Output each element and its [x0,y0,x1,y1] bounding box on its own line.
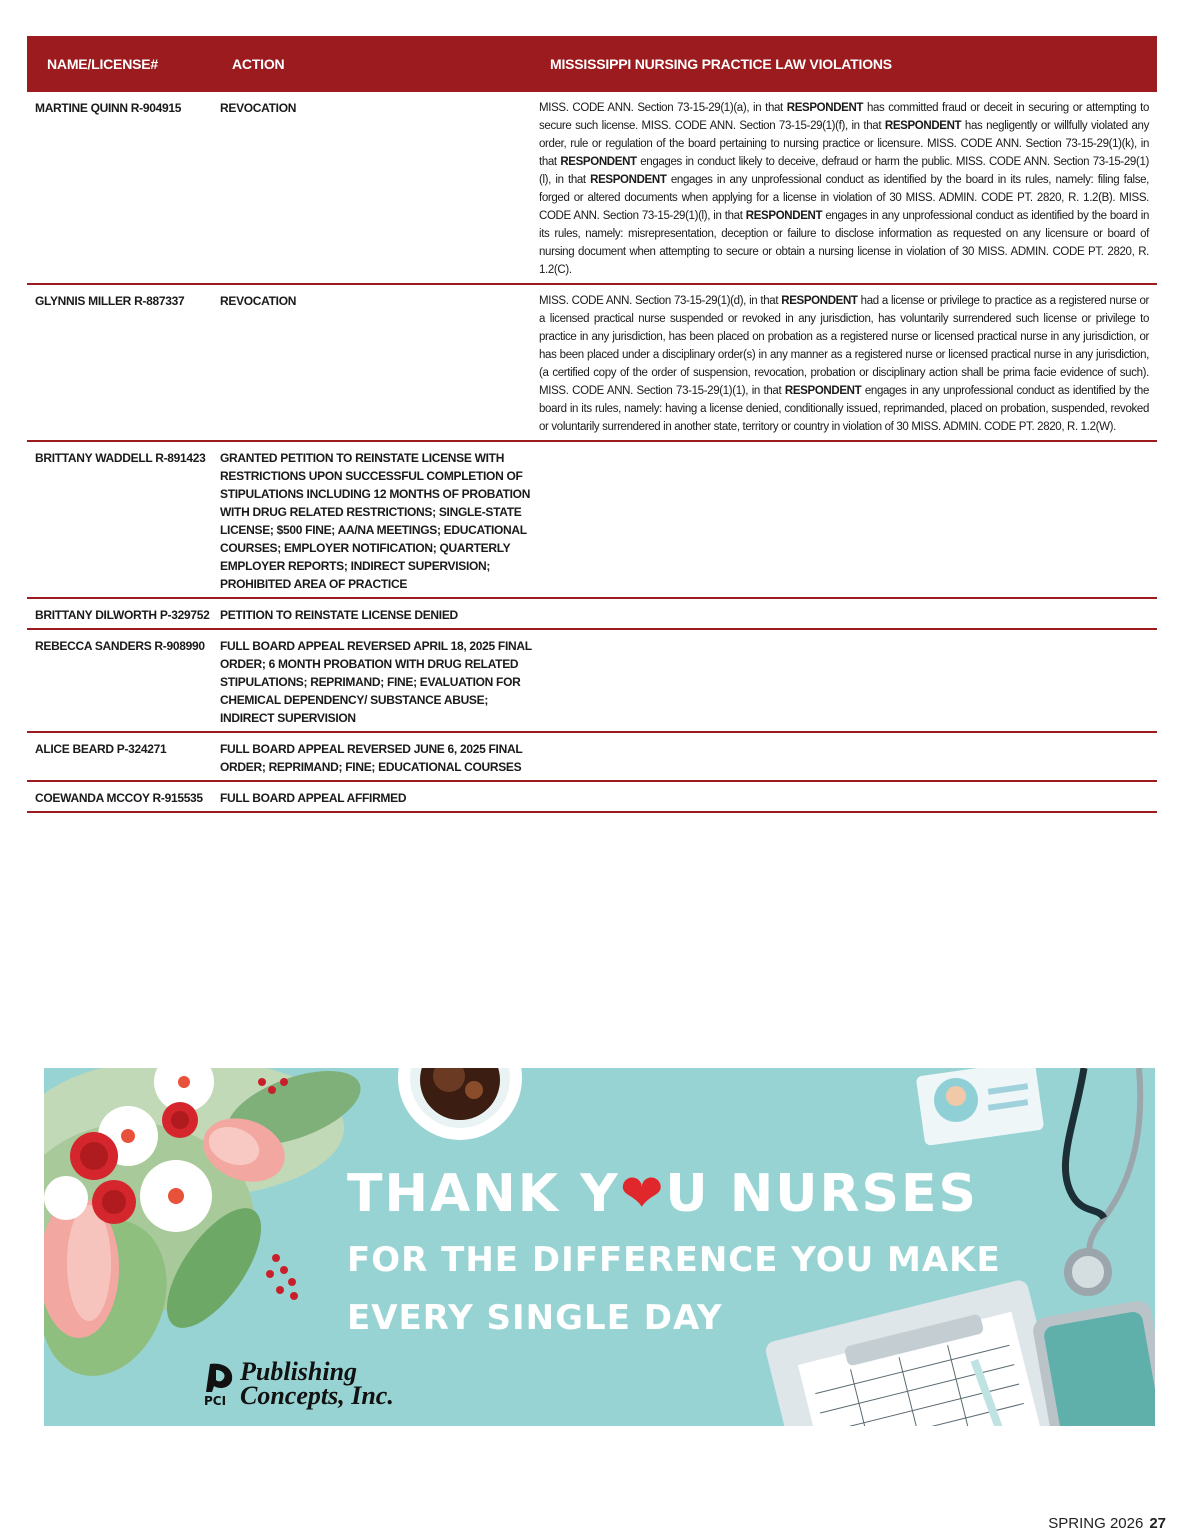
board-action: PETITION TO REINSTATE LICENSE DENIED [220,608,458,622]
board-action: REVOCATION [220,294,297,308]
licensee-name: COEWANDA MCCOY R-915535 [35,791,203,805]
banner-headline [347,1164,978,1224]
pci-logo-icon [204,1362,236,1408]
heart-icon: ❤ [619,1164,666,1224]
board-action: FULL BOARD APPEAL REVERSED JUNE 6, 2025 FINAL ORDER; REPRIMAND; FINE; EDUCATIONAL COURSES [220,742,523,774]
table-row [27,599,1157,630]
coffee-cup-icon [398,1068,522,1140]
stethoscope-icon [1065,1068,1140,1292]
banner-subline-2: EVERY SINGLE DAY [347,1298,723,1338]
banner-subline-1: FOR THE DIFFERENCE YOU MAKE [347,1240,1001,1280]
page-number: 27 [1149,1515,1166,1532]
licensee-name: REBECCA SANDERS R-908990 [35,639,205,653]
licensee-name: BRITTANY DILWORTH P-329752 [35,608,210,622]
table-row [27,733,1157,782]
table-header [27,36,1157,92]
thank-you-nurses-banner [44,1068,1155,1426]
table-row [27,442,1157,599]
headline-part-1: THANK Y [347,1164,620,1224]
flower-bouquet-icon [44,1068,370,1394]
board-action: FULL BOARD APPEAL REVERSED APRIL 18, 2025 FINAL ORDER; 6 MONTH PROBATION WITH DRUG RELATED STIPULATIONS; REPRIMAND; FINE; EVALUATION FOR CHEMICAL DEPENDENCY/ SUBSTANCE ABUSE; INDIRECT SUPERVISION [220,639,532,725]
table-row [27,92,1157,285]
board-action: REVOCATION [220,101,297,115]
violations-text [539,606,1157,624]
logo-line-2: Concepts, Inc. [240,1381,394,1410]
violations-text: MISS. CODE ANN. Section 73-15-29(1)(d), in that RESPONDENT had a license or privilege to practice as a registered nurse or a licensed practical nurse suspended or revoked in any jurisdiction, has voluntarily surrendered such license or privilege to practice in any jurisdiction, has been placed on probation as a registered nurse or licensed practical nurse in any jurisdiction, or has been placed under a disciplinary order(s) in any manner as a registered nurse or licensed practical nurse in any jurisdiction, (a certified copy of the order of suspension, revocation, probation or disciplinary action shall be prima facie evidence of such). MISS. CODE ANN. Section 73-15-29(1)(1), in that RESPONDENT engages in any unprofessional conduct as identified by the board in its rules, namely: having a license denied, conditionally issued, reprimanded, placed on probation, suspended, revoked or voluntarily surrendered in another state, territory or country in violation of 30 MISS. ADMIN. CODE PT. 2820, R. 1.2(W). [539,295,1149,433]
header-violations: MISSISSIPPI NURSING PRACTICE LAW VIOLATIONS [550,56,892,72]
issue-label: SPRING 2026 [1048,1515,1144,1532]
licensee-name: BRITTANY WADDELL R-891423 [35,451,206,465]
violations-text [539,449,1157,593]
board-action: GRANTED PETITION TO REINSTATE LICENSE WITH RESTRICTIONS UPON SUCCESSFUL COMPLETION OF STIPULATIONS INCLUDING 12 MONTHS OF PROBATION WITH DRUG RELATED RESTRICTIONS; SINGLE-STATE LICENSE; $500 FINE; AA/NA MEETINGS; EDUCATIONAL COURSES; EMPLOYER NOTIFICATION; QUARTERLY EMPLOYER REPORTS; INDIRECT SUPERVISION; PROHIBITED AREA OF PRACTICE [220,451,531,591]
id-badge-icon [916,1068,1045,1146]
table-row [27,782,1157,813]
licensee-name: ALICE BEARD P-324271 [35,742,167,756]
page-footer [1048,1515,1166,1532]
headline-part-2: U NURSES [665,1164,978,1224]
violations-text [539,637,1157,727]
publishing-concepts-logo [204,1357,394,1410]
licensee-name: GLYNNIS MILLER R-887337 [35,294,185,308]
clipboard-icon [764,1278,1074,1426]
violations-text: MISS. CODE ANN. Section 73-15-29(1)(a), in that RESPONDENT has committed fraud or deceit in securing or attempting to secure such license. MISS. CODE ANN. Section 73-15-29(1)(f), in that RESPONDENT has negligently or willfully violated any order, rule or regulation of the board pertaining to nursing practice or licensure. MISS. CODE ANN. Section 73-15-29(1)(k), in that RESPONDENT engages in conduct likely to deceive, defraud or harm the public. MISS. CODE ANN. Section 73-15-29(1)(l), in that RESPONDENT engages in any unprofessional conduct as identified by the board in its rules, namely: filing false, forged or altered documents when applying for a license in violation of 30 MISS. ADMIN. CODE PT. 2820, R. 1.2(B). MISS. CODE ANN. Section 73-15-29(1)(l), in that RESPONDENT engages in any unprofessional conduct as identified by the board in its rules, namely: misrepresentation, deception or failure to disclose information as requested on any licensure or board of nursing document when attempting to secure or obtain a nursing license in violation of 30 MISS. ADMIN. CODE PT. 2820, R. 1.2(C). [539,102,1150,276]
board-action: FULL BOARD APPEAL AFFIRMED [220,791,407,805]
pci-mark-text: PCI [204,1394,227,1408]
table-body [27,92,1157,813]
violations-text [539,789,1157,807]
phone-icon [1031,1299,1155,1426]
header-action: ACTION [232,56,285,72]
table-row [27,285,1157,442]
logo-line-1: Publishing [240,1357,358,1386]
table-row [27,630,1157,733]
licensee-name: MARTINE QUINN R-904915 [35,101,182,115]
header-name-license: NAME/LICENSE# [47,56,158,72]
violations-text [539,740,1157,776]
disciplinary-table [27,36,1157,813]
